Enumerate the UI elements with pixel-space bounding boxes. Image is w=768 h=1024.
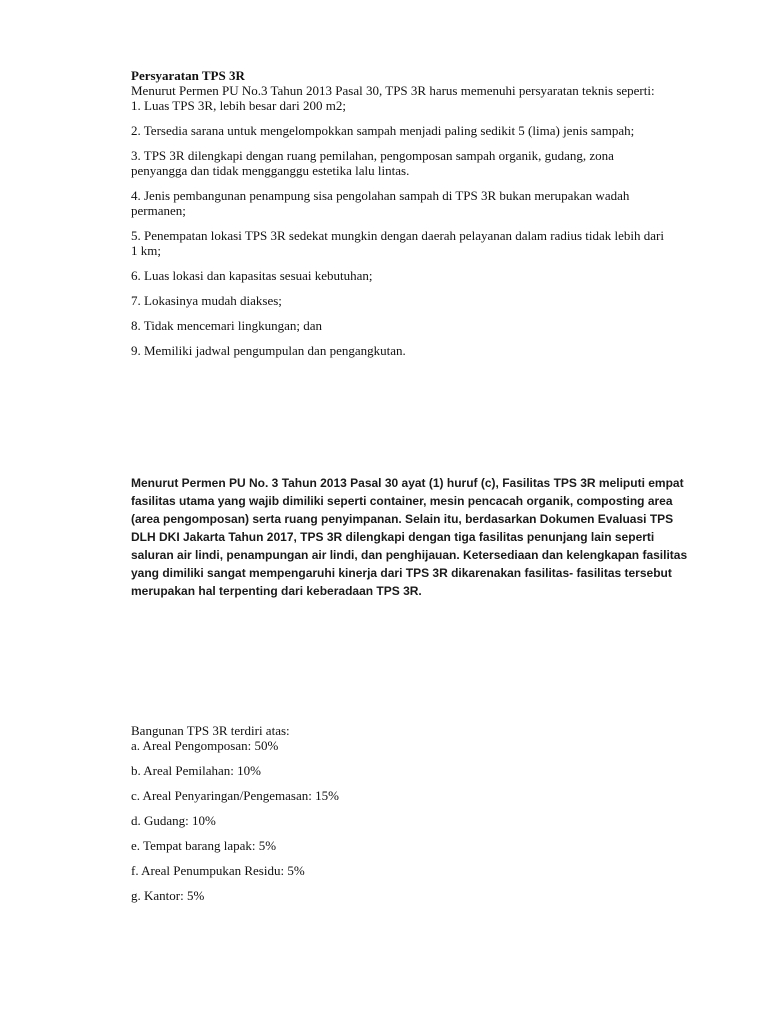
requirements-section [131, 68, 671, 368]
requirements-list [131, 98, 671, 358]
building-item-a: a. Areal Pengomposan: 50% [131, 738, 279, 753]
building-item-b: b. Areal Pemilahan: 10% [131, 763, 261, 778]
building-item-c: c. Areal Penyaringan/Pengemasan: 15% [131, 788, 339, 803]
requirement-item-1: 1. Luas TPS 3R, lebih besar dari 200 m2; [131, 98, 346, 113]
building-item-g: g. Kantor: 5% [131, 888, 205, 903]
requirements-title: Persyaratan TPS 3R [131, 68, 245, 83]
requirement-item-2: 2. Tersedia sarana untuk mengelompokkan sampah menjadi paling sedikit 5 (lima) jenis sampah; [131, 123, 635, 138]
requirements-intro: Menurut Permen PU No.3 Tahun 2013 Pasal 30, TPS 3R harus memenuhi persyaratan teknis seperti: [131, 83, 655, 98]
facilities-paragraph: Menurut Permen PU No. 3 Tahun 2013 Pasal 30 ayat (1) huruf (c), Fasilitas TPS 3R meliputi empat fasilitas utama yang wajib dimiliki seperti container, mesin pencacah organik, composting area (area pengomposan) serta ruang penyimpanan. Selain itu, berdasarkan Dokumen Evaluasi TPS DLH DKI Jakarta Tahun 2017, TPS 3R dilengkapi dengan tiga fasilitas penunjang lain seperti saluran air lindi, penampungan air lindi, dan penghijauan. Ketersediaan dan kelengkapan fasilitas yang dimiliki sangat mempengaruhi kinerja dari TPS 3R dikarenakan fasilitas- fasilitas tersebut merupakan hal terpenting dari keberadaan TPS 3R. [131, 476, 688, 598]
building-item-f: f. Areal Penumpukan Residu: 5% [131, 863, 305, 878]
requirement-item-5: 5. Penempatan lokasi TPS 3R sedekat mungkin dengan daerah pelayanan dalam radius tidak lebih dari 1 km; [131, 228, 664, 258]
requirement-item-9: 9. Memiliki jadwal pengumpulan dan pengangkutan. [131, 343, 406, 358]
building-item-d: d. Gudang: 10% [131, 813, 216, 828]
requirement-item-8: 8. Tidak mencemari lingkungan; dan [131, 318, 323, 333]
requirement-item-4: 4. Jenis pembangunan penampung sisa pengolahan sampah di TPS 3R bukan merupakan wadah permanen; [131, 188, 630, 218]
building-title: Bangunan TPS 3R terdiri atas: [131, 723, 290, 738]
building-section [131, 723, 671, 913]
building-item-e: e. Tempat barang lapak: 5% [131, 838, 277, 853]
building-list [131, 738, 671, 903]
facilities-section [131, 474, 691, 600]
requirement-item-7: 7. Lokasinya mudah diakses; [131, 293, 282, 308]
requirement-item-6: 6. Luas lokasi dan kapasitas sesuai kebutuhan; [131, 268, 373, 283]
requirement-item-3: 3. TPS 3R dilengkapi dengan ruang pemilahan, pengomposan sampah organik, gudang, zona penyangga dan tidak mengganggu estetika lalu lintas. [131, 148, 614, 178]
